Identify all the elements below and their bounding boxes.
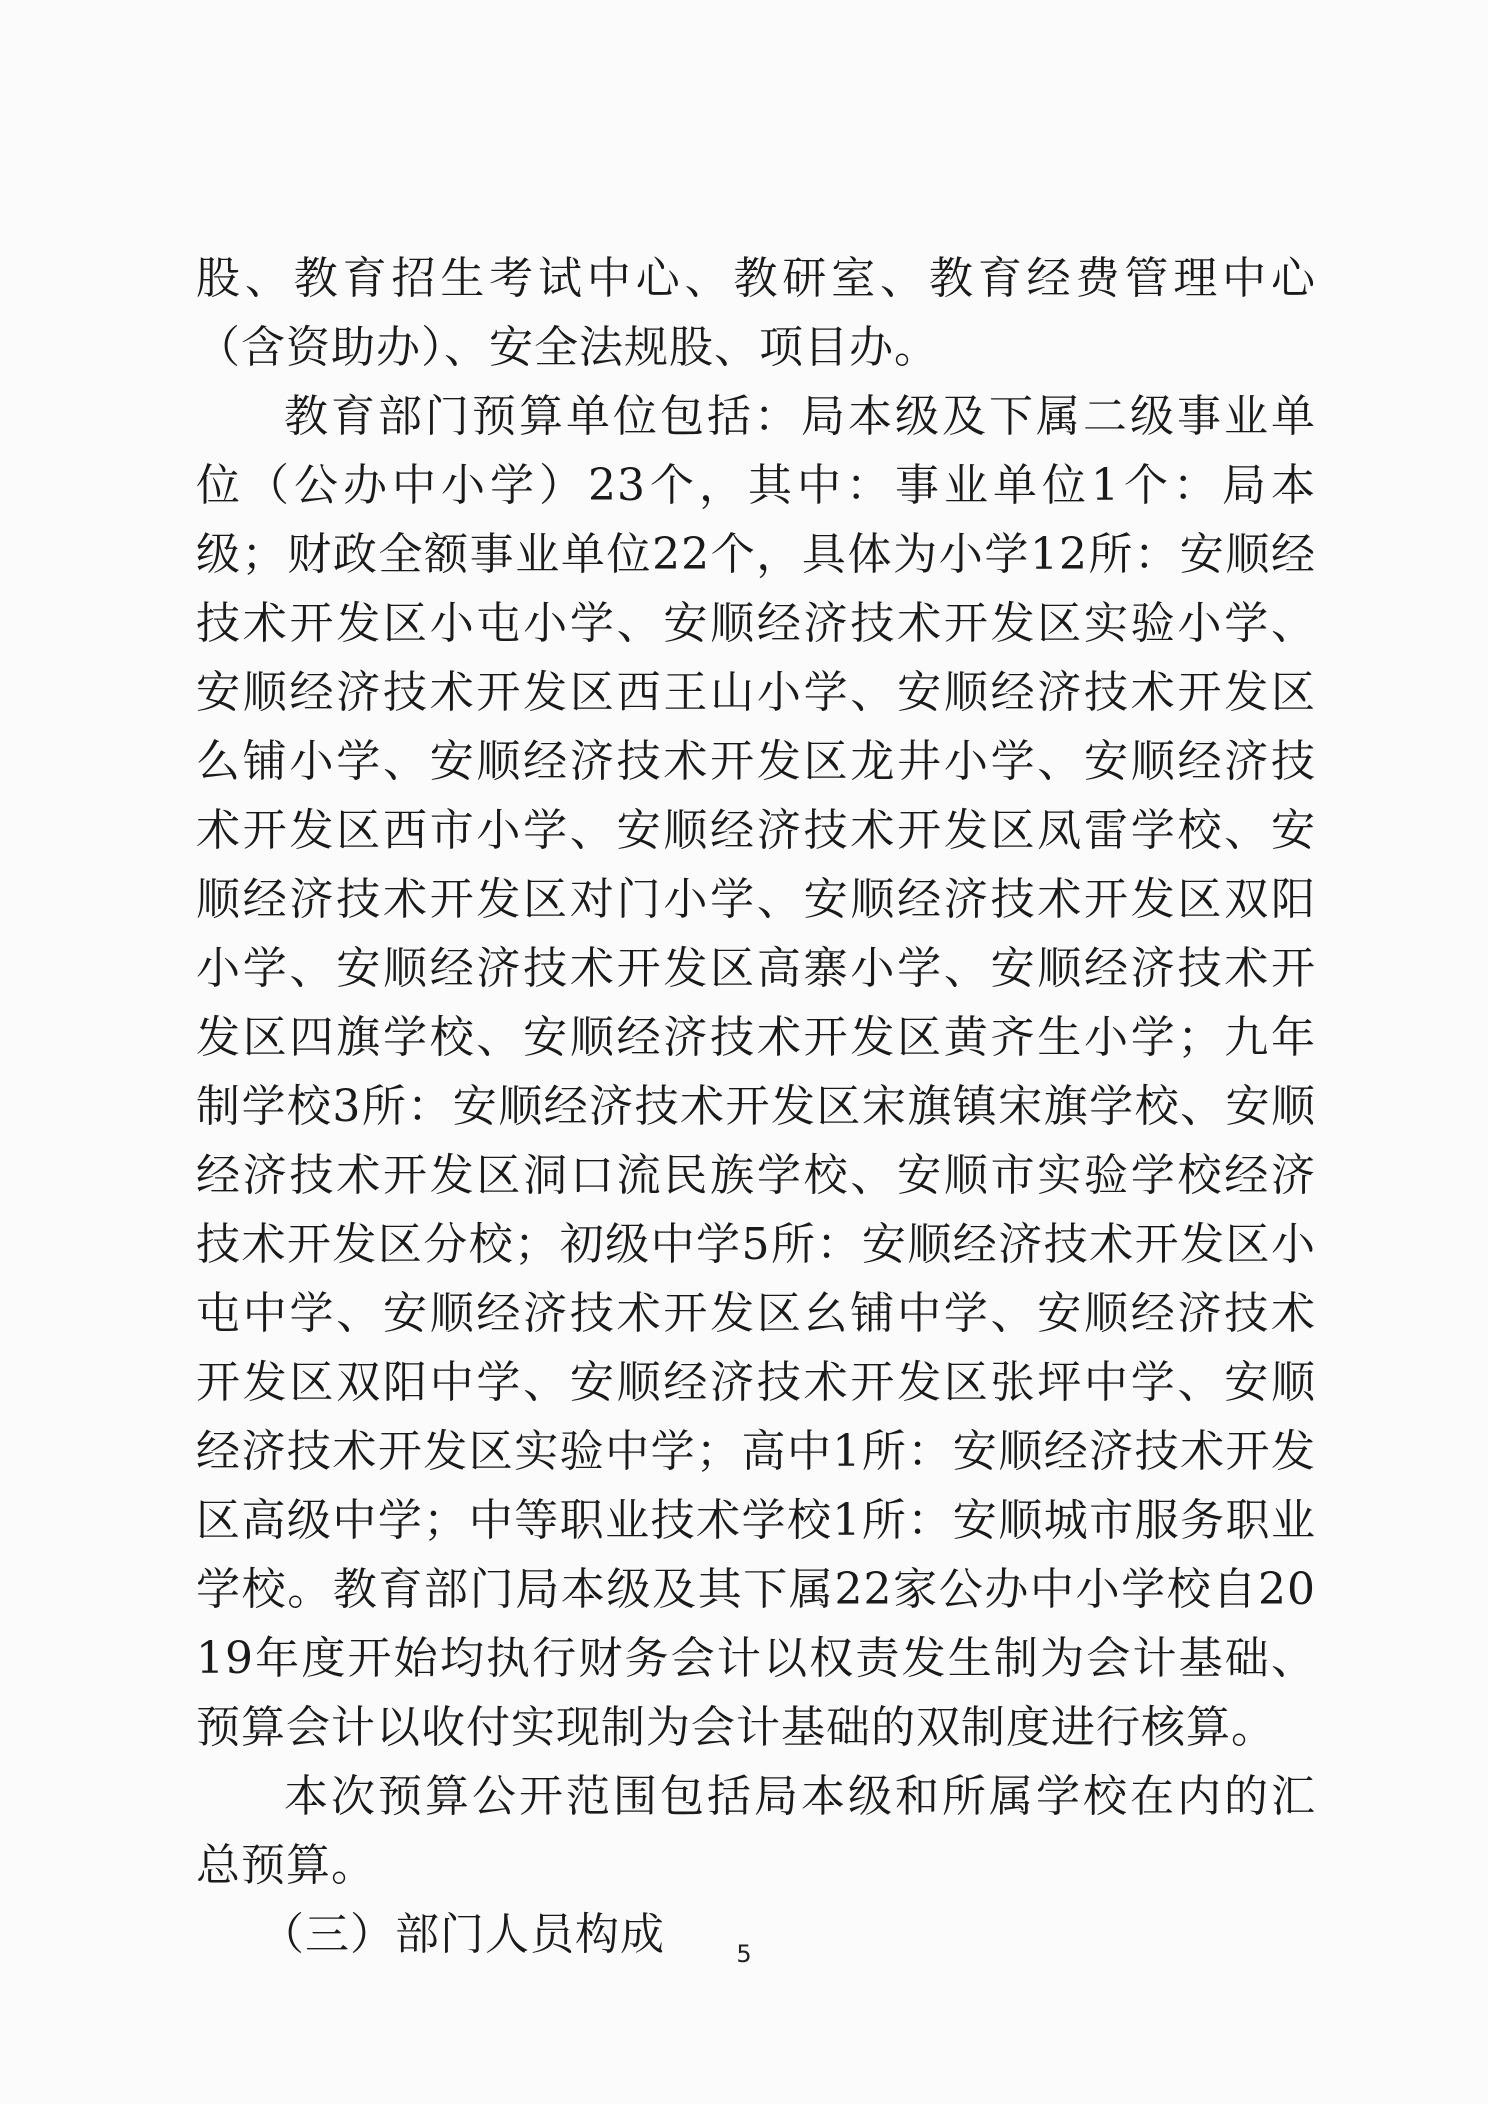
page-number: 5 [736, 1940, 752, 1968]
body-text [196, 244, 1316, 1969]
paragraph-budget-units: 教育部门预算单位包括：局本级及下属二级事业单位（公办中小学）23个，其中：事业单位1个：局本级；财政全额事业单位22个，具体为小学12所：安顺经技术开发区小屯小学、安顺经济技术开发区实验小学、安顺经济技术开发区西王山小学、安顺经济技术开发区么铺小学、安顺经济技术开发区龙井小学、安顺经济技术开发区西市小学、安顺经济技术开发区凤雷学校、安顺经济技术开发区对门小学、安顺经济技术开发区双阳小学、安顺经济技术开发区高寨小学、安顺经济技术开发区四旗学校、安顺经济技术开发区黄齐生小学；九年制学校3所：安顺经济技术开发区宋旗镇宋旗学校、安顺经济技术开发区洞口流民族学校、安顺市实验学校经济技术开发区分校；初级中学5所：安顺经济技术开发区小屯中学、安顺经济技术开发区幺铺中学、安顺经济技术开发区双阳中学、安顺经济技术开发区张坪中学、安顺经济技术开发区实验中学；高中1所：安顺经济技术开发区高级中学；中等职业技术学校1所：安顺城市服务职业学校。教育部门局本级及其下属22家公办中小学校自2019年度开始均执行财务会计以权责发生制为会计基础、预算会计以收付实现制为会计基础的双制度进行核算。 [196, 391, 1316, 1753]
paragraph-disclosure-scope: 本次预算公开范围包括局本级和所属学校在内的汇总预算。 [196, 1771, 1316, 1891]
section-heading-staff-composition: （三）部门人员构成 [260, 1909, 665, 1960]
paragraph-departments-continued: 股、教育招生考试中心、教研室、教育经费管理中心（含资助办）、安全法规股、项目办。 [196, 253, 1316, 373]
